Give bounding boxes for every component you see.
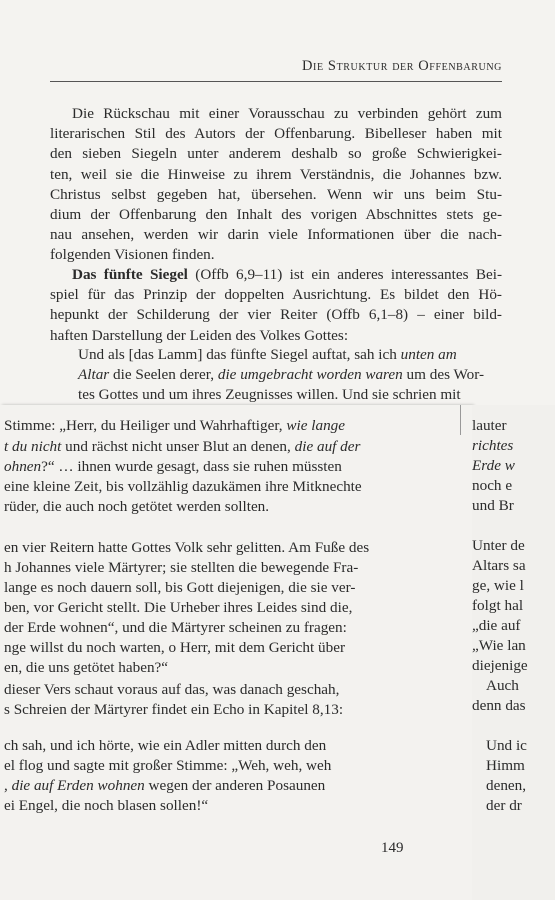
text-line: en, die uns getötet haben?“: [4, 659, 169, 676]
right-line: „Wie lan: [472, 637, 526, 654]
right-line: Unter de: [472, 537, 525, 554]
section-lead: Das fünfte Siegel: [72, 266, 188, 283]
quote-line: tes Gottes und um ihres Zeugnisses willen. Und sie schrien mit: [78, 386, 461, 404]
header-rule: [50, 81, 502, 82]
text-line: en vier Reitern hatte Gottes Volk sehr gelitten. Am Fuße des: [4, 539, 370, 556]
quote-line: Und als [das Lamm] das fünfte Siegel auftat, sah ich unten am: [78, 346, 457, 363]
page-number: 149: [381, 840, 404, 856]
quote-line: eine kleine Zeit, bis vollzählig dazukämen ihre Mitknechte: [4, 478, 362, 495]
text-line: dieser Vers schaut voraus auf das, was danach geschah,: [4, 681, 340, 698]
text-line: dium der Offenbarung den Inhalt des vorigen Abschnittes stets ge-: [50, 206, 502, 224]
paragraph-2: [50, 265, 502, 346]
text-line: Christus selbst gegeben hat, übersehen. Wenn wir uns beim Stu-: [50, 185, 502, 203]
text-line: der Erde wohnen“, und die Märtyrer scheinen zu fragen:: [4, 619, 347, 636]
right-line: folgt hal: [472, 597, 524, 614]
right-line: „die auf: [472, 617, 521, 634]
text-line: nau ansehen, werden wir darin viele Informationen über die nach-: [50, 226, 502, 244]
text-line: nge willst du noch warten, o Herr, mit dem Gericht über: [4, 639, 346, 656]
right-line: Erde w: [472, 457, 515, 474]
quotation-1: [78, 345, 488, 406]
right-line: lauter: [472, 417, 507, 434]
right-line: Auch: [486, 677, 519, 694]
paragraph-1: [50, 104, 502, 266]
right-line: der dr: [486, 797, 522, 814]
text-line: ben, vor Gericht stellt. Die Urheber ihres Leides sind die,: [4, 599, 353, 616]
running-header: Die Struktur der Offenbarung: [301, 58, 502, 74]
quote-line: ch sah, und ich hörte, wie ein Adler mitten durch den: [4, 737, 327, 754]
text-line: ten, weil sie die Hinweise zu ihrem Verständnis, die Johannes bzw.: [50, 165, 502, 183]
right-line: diejenige: [472, 657, 528, 674]
text-line: Die Rückschau mit einer Vorausschau zu verbinden gehört zum: [72, 105, 502, 122]
quote-line: el flog und sagte mit großer Stimme: „Weh, weh, weh: [4, 757, 332, 774]
quote-line: , die auf Erden wohnen wegen der anderen Posaunen: [4, 777, 326, 794]
text-line: h Johannes viele Märtyrer; sie stellten die bewegende Fra-: [4, 559, 359, 576]
text-line: spiel für das Prinzip der doppelten Ausrichtung. Es bildet den Hö-: [50, 286, 502, 304]
right-line: noch e: [472, 477, 513, 494]
right-line: denn das: [472, 697, 526, 714]
quote-line: rüder, die auch noch getötet werden sollten.: [4, 498, 270, 515]
right-line: Und ic: [486, 737, 527, 754]
quote-line: ei Engel, die noch blasen sollen!“: [4, 797, 209, 814]
right-line: richtes: [472, 437, 514, 454]
text-line: lange es noch dauern soll, bis Gott diejenigen, die sie ver-: [4, 579, 356, 596]
right-line: Altars sa: [472, 557, 526, 574]
quote-line: t du nicht und rächst nicht unser Blut an denen, die auf der: [4, 438, 361, 455]
text-line: haften Darstellung der Leiden des Volkes Gottes:: [50, 326, 349, 344]
text-line: den sieben Siegeln unter anderem deshalb so große Schwierigkei-: [50, 145, 502, 163]
right-page-fragment: [472, 405, 555, 900]
right-line: Himm: [486, 757, 525, 774]
right-line: denen,: [486, 777, 527, 794]
right-line: und Br: [472, 497, 514, 514]
quote-line: Altar die Seelen derer, die umgebracht worden waren um des Wor-: [78, 366, 485, 384]
text-line: literarischen Stil des Autors der Offenbarung. Bibelleser haben mit: [50, 125, 502, 143]
text-line: Das fünfte Siegel (Offb 6,9–11) ist ein anderes interessantes Bei-: [72, 266, 503, 283]
right-line: ge, wie l: [472, 577, 524, 594]
quote-line: ohnen?“ … ihnen wurde gesagt, dass sie ruhen müssten: [4, 458, 342, 475]
quote-line: Stimme: „Herr, du Heiliger und Wahrhaftiger, wie lange: [4, 417, 346, 434]
text-line: hepunkt der Schilderung der vier Reiter (Offb 6,1–8) – einer bild-: [50, 306, 502, 324]
text-line: folgenden Visionen finden.: [50, 246, 215, 264]
text-line: s Schreien der Märtyrer findet ein Echo in Kapitel 8,13:: [4, 701, 344, 718]
page-edge: [460, 405, 461, 435]
